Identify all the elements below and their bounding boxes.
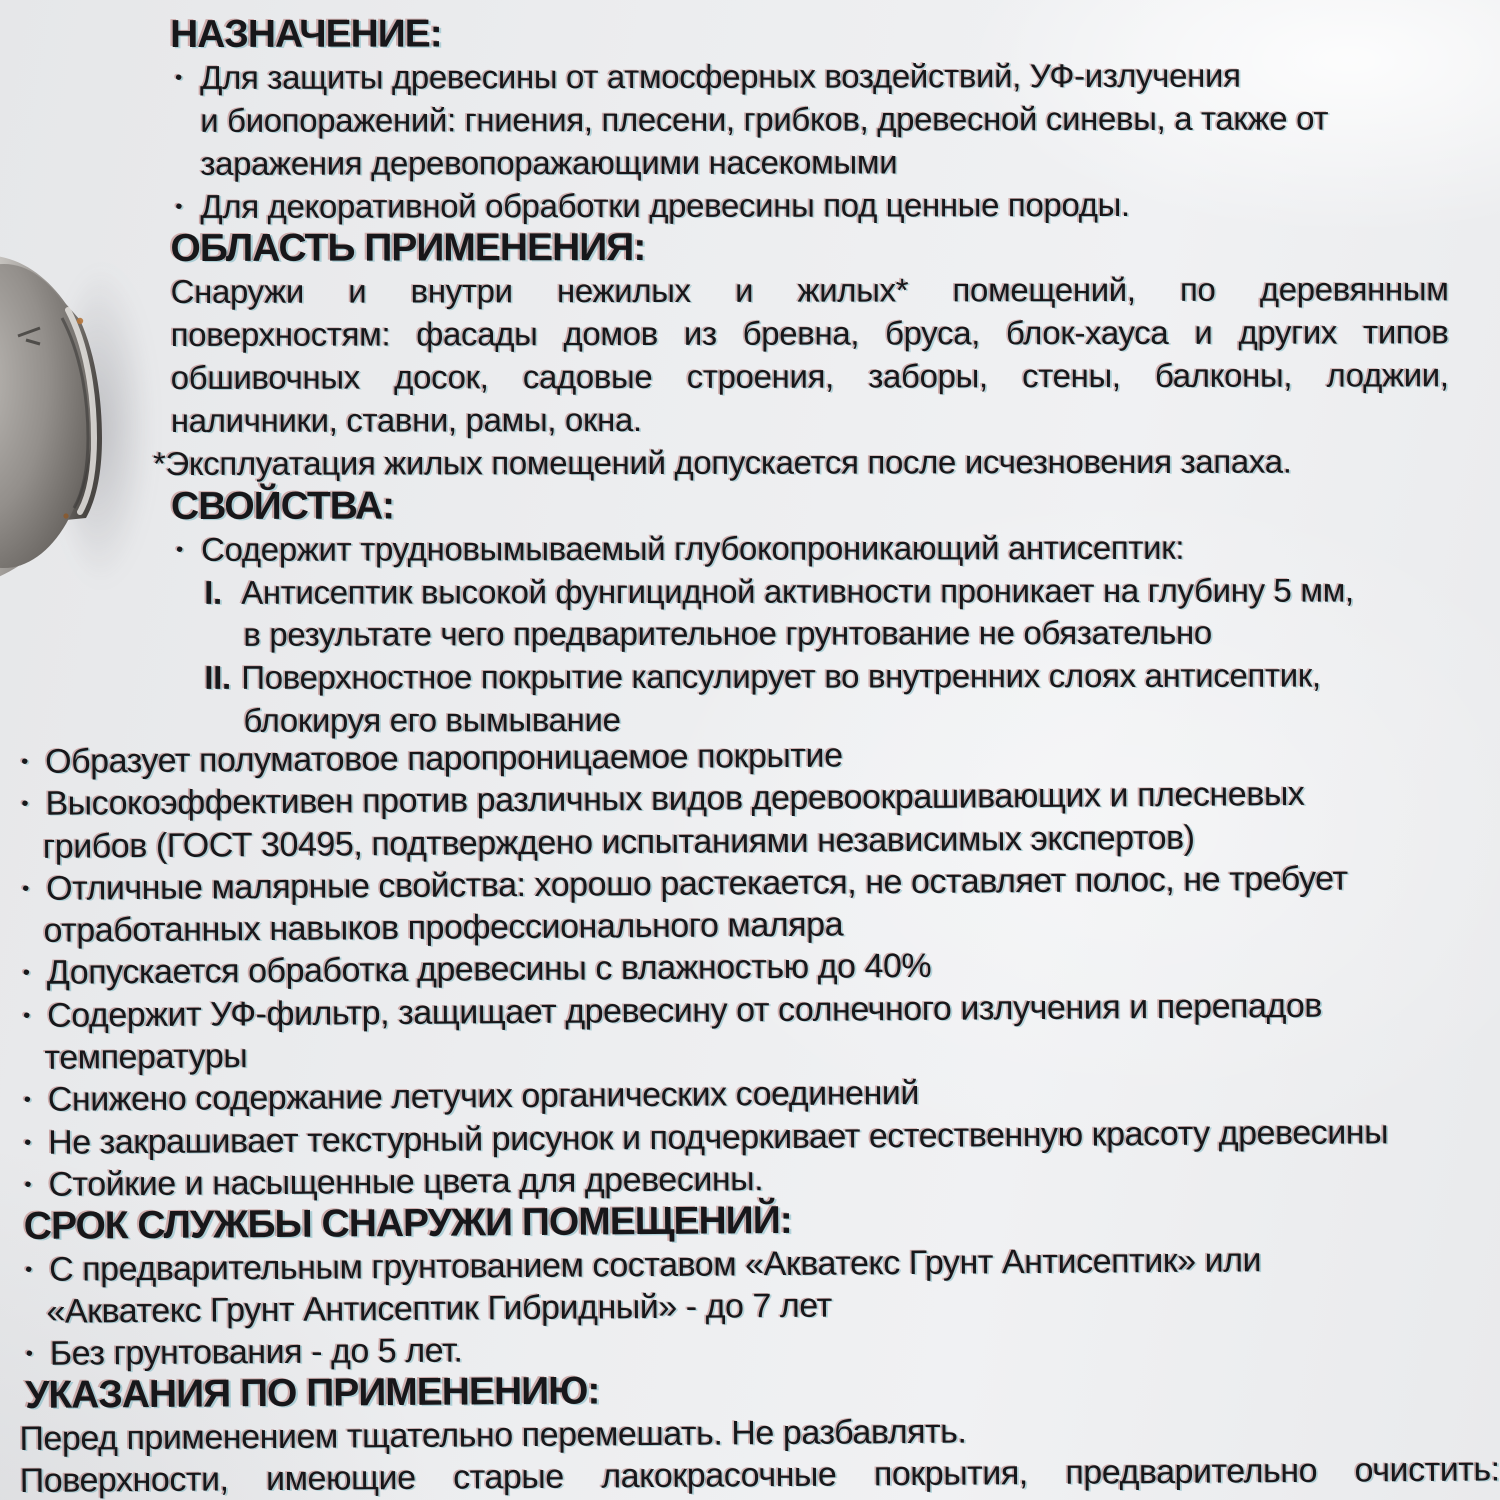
text-run: Содержит УФ-фильтр, защищает древесину от солнечного излучения и перепадов [47,986,1323,1035]
text-run: ОБЛАСТЬ ПРИМЕНЕНИЯ: [170,226,646,271]
word: фасады [416,315,538,353]
can-handle-ear-icon [0,248,112,584]
text-run: Антисептик высокой фунгицидной активности проникает на глубину 5 мм, [241,571,1354,611]
word: и [348,272,367,310]
text-run: *Эксплуатация жилых помещений допускается после исчезновения запаха. [152,442,1292,482]
text-line [171,269,1449,315]
word: стены, [1022,357,1121,395]
word: покрытия, [873,1454,1028,1494]
bullet-icon: • [25,1343,33,1366]
text-run: Допускается обработка древесины с влажностью до 40% [46,947,932,993]
word: Снаружи [170,273,304,311]
word: обшивочных [170,358,360,397]
text-line [171,612,1449,658]
text-line [153,440,1449,486]
label-text-bottom-block [19,730,1500,1500]
word: поверхностям: [170,315,391,354]
word: строения, [686,357,834,396]
text-run: Отличные малярные свойства: хорошо растекается, не оставляет полос, не требует [46,859,1348,908]
text-run: Перед применением тщательно перемешать. Не разбавлять. [19,1412,967,1458]
text-run: в результате чего предварительное грунтование не обязательно [243,614,1212,654]
heading-oblast-primeneniya [170,226,1448,272]
bullet-icon: • [23,1004,30,1027]
bullet-icon: • [175,65,182,89]
text-run: СРОК СЛУЖБЫ СНАРУЖИ ПОМЕЩЕНИЙ: [23,1199,792,1249]
text-run: наличники, ставни, рамы, окна. [170,401,642,440]
ear-dome [0,264,92,568]
bullet-icon: • [23,1089,31,1112]
text-line [171,655,1449,701]
word: заборы, [868,357,988,395]
heading-naznachenie [170,11,1448,57]
bullet-icon: • [22,962,30,985]
word: лакокрасочные [601,1455,837,1496]
text-run: УКАЗАНИЯ ПО ПРИМЕНЕНИЮ: [24,1369,600,1418]
bullet-icon: • [25,1258,32,1281]
word: лоджии, [1326,356,1449,394]
word: досок, [394,358,489,396]
word: и [1194,314,1213,352]
word: из [683,315,717,353]
text-run: заражения деревопоражающими насекомыми [200,143,898,182]
word: по [1179,271,1216,309]
text-run: и биопоражений: гниения, плесени, грибков, древесной синевы, а также от [200,99,1329,139]
ear-glint-bottom [63,513,68,518]
bullet-icon: • [21,793,29,816]
word: имеющие [265,1458,416,1499]
text-run: Высокоэффективен против различных видов деревоокрашивающих и плесневых [45,775,1305,824]
word: деревянным [1259,270,1449,309]
word: блок-хауса [1005,314,1169,352]
word: других [1238,313,1338,351]
text-run: Для декоративной обработки древесины под ценные породы. [200,185,1130,225]
text-run: Образует полуматовое паропроницаемое покрытие [45,736,843,781]
bullet-icon: • [24,1131,31,1154]
word: садовые [522,358,653,396]
text-run: грибов (ГОСТ 30495, подтверждено испытаниями независимых экспертов) [42,818,1195,866]
word: Поверхности, [19,1460,229,1500]
text-line [170,54,1448,100]
text-line [170,183,1448,229]
text-run: Стойкие и насыщенные цвета для древесины. [48,1160,764,1204]
bullet-icon: • [176,537,183,561]
text-run: блокируя его вымывание [243,701,621,740]
numeral-label: II. [204,659,231,697]
label-text-top-block [152,11,1450,743]
word: и [735,272,754,310]
text-run: температуры [44,1037,248,1077]
numeral-label: I. [204,573,222,611]
word: старые [452,1457,564,1497]
word: нежилых [556,272,691,310]
text-run: СВОЙСТВА: [170,484,395,528]
word: внутри [410,272,513,310]
bullet-icon: • [24,1173,32,1196]
word: помещений, [952,271,1136,309]
word: очистить: [1354,1450,1500,1490]
word: жилых* [797,271,909,310]
text-run: Содержит трудновымываемый глубокопроникающий антисептик: [201,528,1185,568]
bullet-icon: • [21,750,28,773]
text-line [171,312,1449,358]
word: балконы, [1154,356,1293,395]
text-run: С предварительным грунтованием составом «Акватекс Грунт Антисептик» или [49,1240,1262,1289]
text-line [171,354,1449,400]
bullet-icon: • [175,194,183,218]
heading-svoystva [171,483,1449,529]
word: домов [563,315,658,353]
bullet-icon: • [22,877,29,900]
word: бруса, [885,314,981,352]
text-line [171,526,1449,572]
text-line [170,97,1448,143]
text-run: Поверхностное покрытие капсулирует во внутренних слоях антисептик, [241,656,1321,697]
text-line [171,397,1449,443]
text-run: НАЗНАЧЕНИЕ: [169,12,442,56]
text-run: Для защиты древесины от атмосферных воздействий, УФ-излучения [200,56,1241,96]
text-line [171,569,1449,615]
text-line [170,140,1448,186]
word: типов [1362,313,1449,351]
text-run: Не закрашивает текстурный рисунок и подчеркивает естественную красоту древесины [48,1112,1389,1162]
ear-glint-top [77,318,83,324]
text-run: Снижено содержание летучих органических соединений [47,1074,920,1120]
word: бревна, [742,314,860,353]
text-run: отработанных навыков профессионального маляра [43,905,844,951]
text-run: Без грунтования - до 5 лет. [49,1331,463,1373]
word: предварительно [1065,1451,1318,1492]
text-run: «Акватекс Грунт Антисептик Гибридный» - до 7 лет [46,1286,832,1331]
